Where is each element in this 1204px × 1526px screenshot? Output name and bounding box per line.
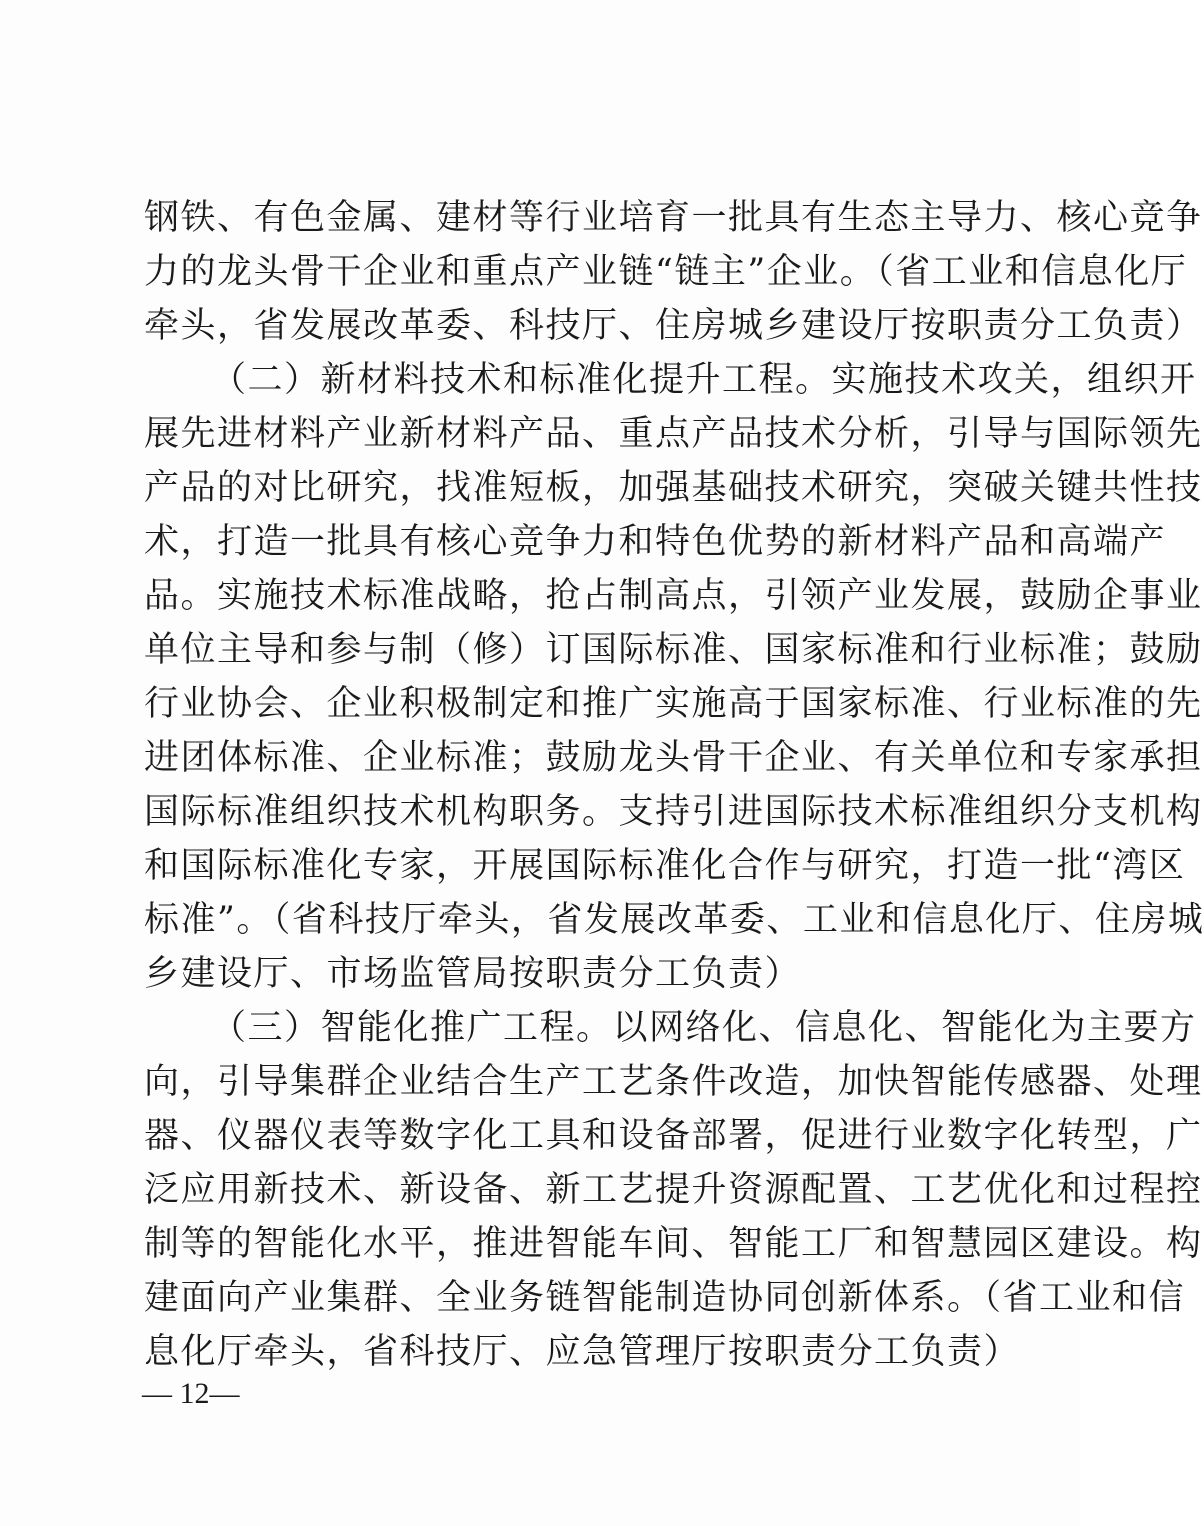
text-line: 品。实施技术标准战略，抢占制高点，引领产业发展，鼓励企事业	[144, 576, 1203, 616]
text-line: 息化厅牵头，省科技厅、应急管理厅按职责分工负责）	[144, 1332, 1021, 1372]
text-line: 牵头，省发展改革委、科技厅、住房城乡建设厅按职责分工负责）	[144, 306, 1203, 346]
text-line: 国际标准组织技术机构职务。支持引进国际技术标准组织分支机构	[144, 792, 1203, 832]
text-line: 建面向产业集群、全业务链智能制造协同创新体系。（省工业和信	[144, 1278, 1186, 1318]
text-line: 制等的智能化水平，推进智能车间、智能工厂和智慧园区建设。构	[144, 1224, 1203, 1264]
paragraph-heading-line: （二）新材料技术和标准化提升工程。实施技术攻关，组织开	[211, 360, 1197, 400]
text-line: 钢铁、有色金属、建材等行业培育一批具有生态主导力、核心竞争	[144, 198, 1203, 238]
text-line: 力的龙头骨干企业和重点产业链“链主”企业。（省工业和信息化厅	[144, 252, 1188, 292]
text-line: 器、仪器仪表等数字化工具和设备部署，促进行业数字化转型，广	[144, 1116, 1203, 1156]
text-line: 乡建设厅、市场监管局按职责分工负责）	[144, 954, 802, 994]
text-line: 单位主导和参与制（修）订国际标准、国家标准和行业标准；鼓励	[144, 630, 1203, 670]
text-line: 和国际标准化专家，开展国际标准化合作与研究，打造一批“湾区	[144, 846, 1186, 886]
page-number: — 12—	[142, 1377, 240, 1410]
paragraph-heading-line: （三）智能化推广工程。以网络化、信息化、智能化为主要方	[211, 1008, 1197, 1048]
text-line: 展先进材料产业新材料产品、重点产品技术分析，引导与国际领先	[144, 414, 1203, 454]
text-line: 进团体标准、企业标准；鼓励龙头骨干企业、有关单位和专家承担	[144, 738, 1203, 778]
text-line: 术，打造一批具有核心竞争力和特色优势的新材料产品和高端产	[144, 522, 1167, 562]
text-line: 产品的对比研究，找准短板，加强基础技术研究，突破关键共性技	[144, 468, 1203, 508]
text-line: 行业协会、企业积极制定和推广实施高于国家标准、行业标准的先	[144, 684, 1203, 724]
text-line: 泛应用新技术、新设备、新工艺提升资源配置、工艺优化和过程控	[144, 1170, 1203, 1210]
text-line: 标准”。（省科技厅牵头，省发展改革委、工业和信息化厅、住房城	[144, 900, 1204, 940]
text-line: 向，引导集群企业结合生产工艺条件改造，加快智能传感器、处理	[144, 1062, 1203, 1102]
